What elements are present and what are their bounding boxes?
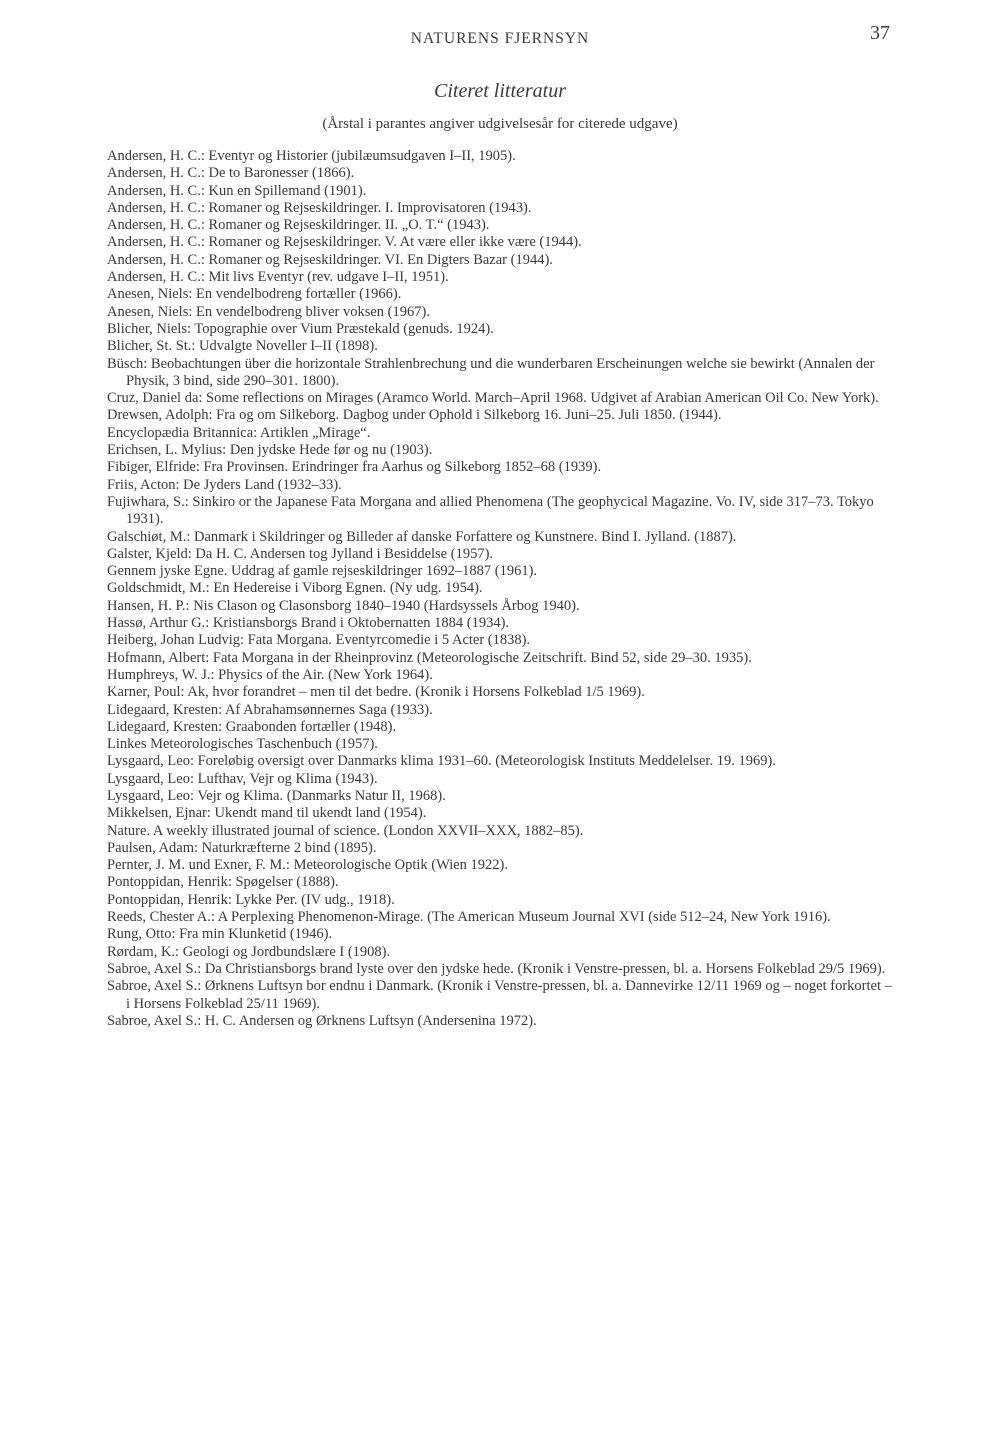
bibliography-entry: Rung, Otto: Fra min Klunketid (1946).	[107, 926, 333, 943]
bibliography-entry: Pontoppidan, Henrik: Lykke Per. (IV udg., 1918).	[107, 891, 395, 908]
bibliography-entry: Pontoppidan, Henrik: Spøgelser (1888).	[107, 874, 339, 891]
bibliography-entry: Büsch: Beobachtungen über die horizontale Strahlenbrechung und die wunderbaren Erscheinungen welche sie bewirkt (Annalen der Physik, 3 bind, side 290–301. 1800).	[107, 355, 875, 389]
bibliography-entry: Blicher, Niels: Topographie over Vium Præstekald (genuds. 1924).	[107, 320, 494, 337]
bibliography-entry: Andersen, H. C.: Romaner og Rejseskildringer. V. At være eller ikke være (1944).	[107, 234, 582, 251]
bibliography-entry: Fibiger, Elfride: Fra Provinsen. Erindringer fra Aarhus og Silkeborg 1852–68 (1939).	[107, 459, 602, 476]
bibliography-entry: Galschiøt, M.: Danmark i Skildringer og Billeder af danske Forfattere og Kunstnere. Bind I. Jylland. (1887).	[107, 528, 737, 545]
bibliography-entry: Encyclopædia Britannica: Artiklen „Mirage“.	[107, 424, 371, 441]
running-title: NATURENS FJERNSYN	[410, 30, 590, 47]
bibliography-entry: Sabroe, Axel S.: H. C. Andersen og Ørknens Luftsyn (Andersenina 1972).	[107, 1012, 537, 1029]
bibliography-entry: Heiberg, Johan Ludvig: Fata Morgana. Eventyrcomedie i 5 Acter (1838).	[107, 632, 531, 649]
bibliography-entry: Andersen, H. C.: Romaner og Rejseskildringer. VI. En Digters Bazar (1944).	[107, 251, 553, 268]
bibliography-entry: Lidegaard, Kresten: Af Abrahamsønnernes Saga (1933).	[107, 701, 433, 718]
bibliography-entry: Humphreys, W. J.: Physics of the Air. (New York 1964).	[107, 666, 433, 683]
bibliography-entry: Mikkelsen, Ejnar: Ukendt mand til ukendt land (1954).	[107, 805, 427, 822]
bibliography-entry: Andersen, H. C.: Romaner og Rejseskildringer. I. Improvisatoren (1943).	[107, 199, 532, 216]
section-title: Citeret litteratur	[433, 80, 567, 102]
bibliography-entry: Gennem jyske Egne. Uddrag af gamle rejseskildringer 1692–1887 (1961).	[107, 563, 538, 580]
page-number: 37	[870, 22, 890, 44]
bibliography-entry: Andersen, H. C.: De to Baronesser (1866).	[107, 165, 355, 182]
bibliography-entry: Andersen, H. C.: Mit livs Eventyr (rev. udgave I–II, 1951).	[107, 269, 449, 286]
bibliography-entry: Blicher, St. St.: Udvalgte Noveller I–II (1898).	[107, 338, 378, 355]
bibliography-entry: Goldschmidt, M.: En Hedereise i Viborg Egnen. (Ny udg. 1954).	[107, 580, 483, 597]
bibliography-entry: Lidegaard, Kresten: Graabonden fortæller (1948).	[107, 718, 397, 735]
bibliography-entry: Drewsen, Adolph: Fra og om Silkeborg. Dagbog under Ophold i Silkeborg 16. Juni–25. Juli 1850. (1944).	[107, 407, 722, 424]
bibliography-entry: Galster, Kjeld: Da H. C. Andersen tog Jylland i Besiddelse (1957).	[107, 545, 494, 562]
bibliography-entry: Lysgaard, Leo: Foreløbig oversigt over Danmarks klima 1931–60. (Meteorologisk Instituts Meddelelser. 19. 1969).	[107, 753, 776, 770]
bibliography-entry: Karner, Poul: Ak, hvor forandret – men til det bedre. (Kronik i Horsens Folkeblad 1/5 1969).	[107, 684, 645, 701]
bibliography-entry: Anesen, Niels: En vendelbodreng fortæller (1966).	[107, 286, 402, 303]
bibliography-entry: Hofmann, Albert: Fata Morgana in der Rheinprovinz (Meteorologische Zeitschrift. Bind 52, side 29–30. 1935).	[107, 649, 752, 666]
bibliography-entry: Andersen, H. C.: Romaner og Rejseskildringer. II. „O. T.“ (1943).	[107, 217, 490, 234]
bibliography-entry: Linkes Meteorologisches Taschenbuch (1957).	[107, 736, 378, 753]
bibliography-entry: Rørdam, K.: Geologi og Jordbundslære I (1908).	[107, 943, 391, 960]
bibliography-entry: Fujiwhara, S.: Sinkiro or the Japanese Fata Morgana and allied Phenomena (The geophycical Magazine. Vo. IV, side 317–73. Tokyo 1931).	[107, 493, 874, 528]
bibliography-list	[107, 148, 897, 1030]
bibliography-entry: Hansen, H. P.: Nis Clason og Clasonsborg 1840–1940 (Hardsyssels Årbog 1940).	[107, 597, 580, 614]
bibliography-entry: Sabroe, Axel S.: Da Christiansborgs brand lyste over den jydske hede. (Kronik i Venstre-pressen, bl. a. Horsens Folkeblad 29/5 1969).	[107, 960, 886, 977]
bibliography-entry: Paulsen, Adam: Naturkræfterne 2 bind (1895).	[107, 839, 377, 856]
bibliography-entry: Erichsen, L. Mylius: Den jydske Hede før og nu (1903).	[107, 442, 433, 459]
bibliography-entry: Nature. A weekly illustrated journal of science. (London XXVII–XXX, 1882–85).	[107, 822, 584, 839]
bibliography-entry: Reeds, Chester A.: A Perplexing Phenomenon-Mirage. (The American Museum Journal XVI (side 512–24, New York 1916).	[107, 909, 831, 926]
bibliography-entry: Lysgaard, Leo: Vejr og Klima. (Danmarks Natur II, 1968).	[107, 787, 446, 804]
section-subtitle: (Årstal i parantes angiver udgivelsesår for citerede udgave)	[322, 116, 678, 132]
bibliography-entry: Anesen, Niels: En vendelbodreng bliver voksen (1967).	[107, 303, 430, 320]
bibliography-entry: Friis, Acton: De Jyders Land (1932–33).	[107, 476, 342, 493]
running-header	[0, 22, 1000, 52]
bibliography-entry: Pernter, J. M. und Exner, F. M.: Meteorologische Optik (Wien 1922).	[107, 857, 509, 874]
bibliography-entry: Andersen, H. C.: Kun en Spillemand (1901).	[107, 182, 367, 199]
bibliography-entry: Cruz, Daniel da: Some reflections on Mirages (Aramco World. March–April 1968. Udgivet af Arabian American Oil Co. New York).	[107, 390, 879, 407]
bibliography-entry: Andersen, H. C.: Eventyr og Historier (jubilæumsudgaven I–II, 1905).	[107, 148, 516, 164]
bibliography-entry: Lysgaard, Leo: Lufthav, Vejr og Klima (1943).	[107, 770, 378, 787]
bibliography-entry: Hassø, Arthur G.: Kristiansborgs Brand i Oktobernatten 1884 (1934).	[107, 615, 510, 632]
bibliography-entry: Sabroe, Axel S.: Ørknens Luftsyn bor endnu i Danmark. (Kronik i Venstre-pressen, bl. a. Dannevirke 12/11 1969 og – noget forkortet – i Horsens Folkeblad 25/11 1969).	[107, 978, 892, 1012]
